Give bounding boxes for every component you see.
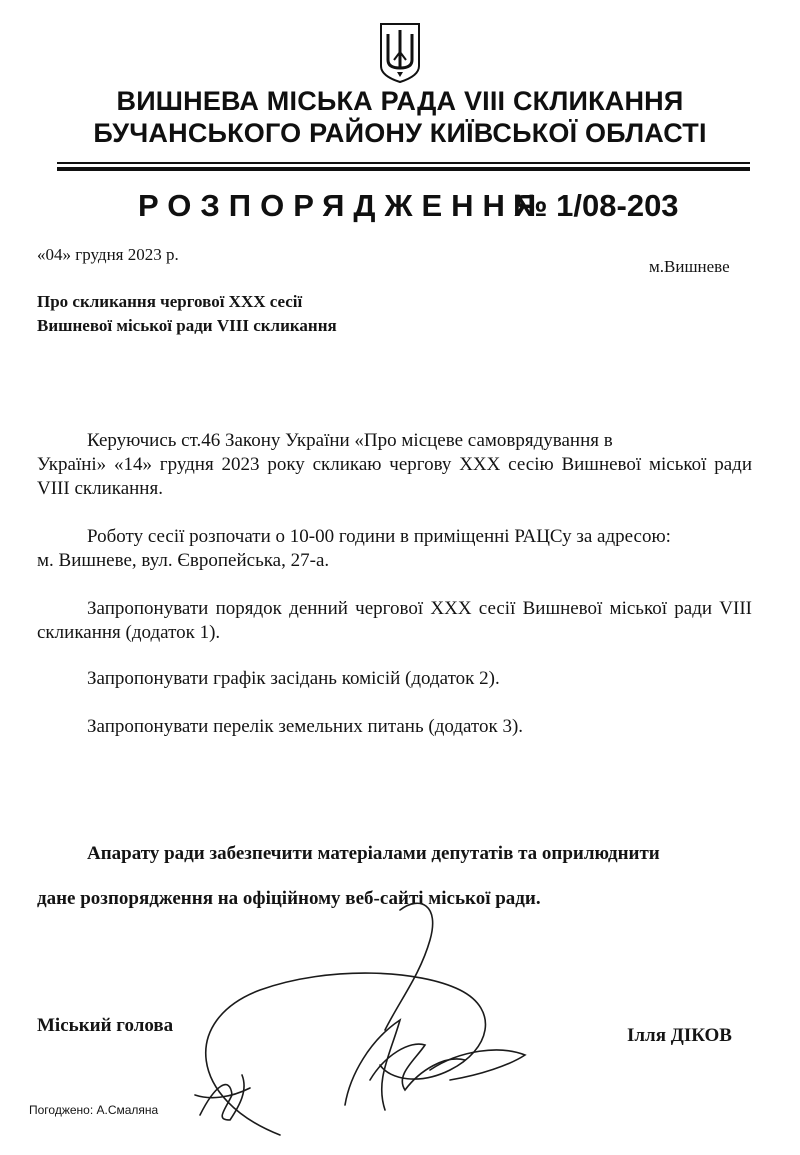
paragraph-1-first-line: Керуючись ст.46 Закону України «Про місцеве самоврядування в: [87, 430, 613, 451]
paragraph-2: [37, 525, 752, 573]
paragraph-1: [37, 429, 752, 501]
document-number: № 1/08-203: [513, 188, 679, 223]
trident-emblem-icon: [377, 22, 423, 84]
header-divider-thin: [57, 162, 750, 164]
paragraph-1-rest: Україні» «14» грудня 2023 року скликаю чергову ХХХ сесію Вишневої міської ради VIII скликання.: [37, 454, 752, 499]
subject-line-1: Про скликання чергової ХХХ сесії: [37, 292, 303, 311]
document-title: РОЗПОРЯДЖЕННЯ: [138, 188, 546, 223]
closing-line-1: Апарату ради забезпечити матеріалами депутатів та оприлюднити: [87, 843, 660, 864]
paragraph-4: Запропонувати графік засідань комісій (додаток 2).: [87, 668, 500, 689]
handwritten-signature: [170, 880, 590, 1150]
council-name: ВИШНЕВА МІСЬКА РАДА VIII СКЛИКАННЯ: [116, 86, 684, 116]
header-divider-thick: [57, 167, 750, 171]
document-date: «04» грудня 2023 р.: [37, 245, 179, 264]
signatory-position: Міський голова: [37, 1015, 174, 1036]
district-name: БУЧАНСЬКОГО РАЙОНУ КИЇВСЬКОЇ ОБЛАСТІ: [93, 118, 707, 148]
paragraph-5: Запропонувати перелік земельних питань (додаток 3).: [87, 716, 524, 737]
paragraph-3: Запропонувати порядок денний чергової ХХХ сесії Вишневої міської ради VIII скликання (додаток 1).: [37, 598, 752, 643]
subject-line-2: Вишневої міської ради VIII скликання: [37, 316, 337, 335]
signatory-name: Ілля ДІКОВ: [627, 1025, 732, 1046]
paragraph-2-rest: м. Вишневе, вул. Європейська, 27-а.: [37, 550, 330, 571]
paragraph-2-first-line: Роботу сесії розпочати о 10-00 години в приміщенні РАЦСу за адресою:: [87, 526, 671, 547]
agreed-by: Погоджено: А.Смаляна: [29, 1103, 159, 1117]
document-place: м.Вишневе: [649, 257, 730, 276]
closing-line-2: дане розпорядження на офіційному веб-сайті міської ради.: [37, 888, 541, 909]
